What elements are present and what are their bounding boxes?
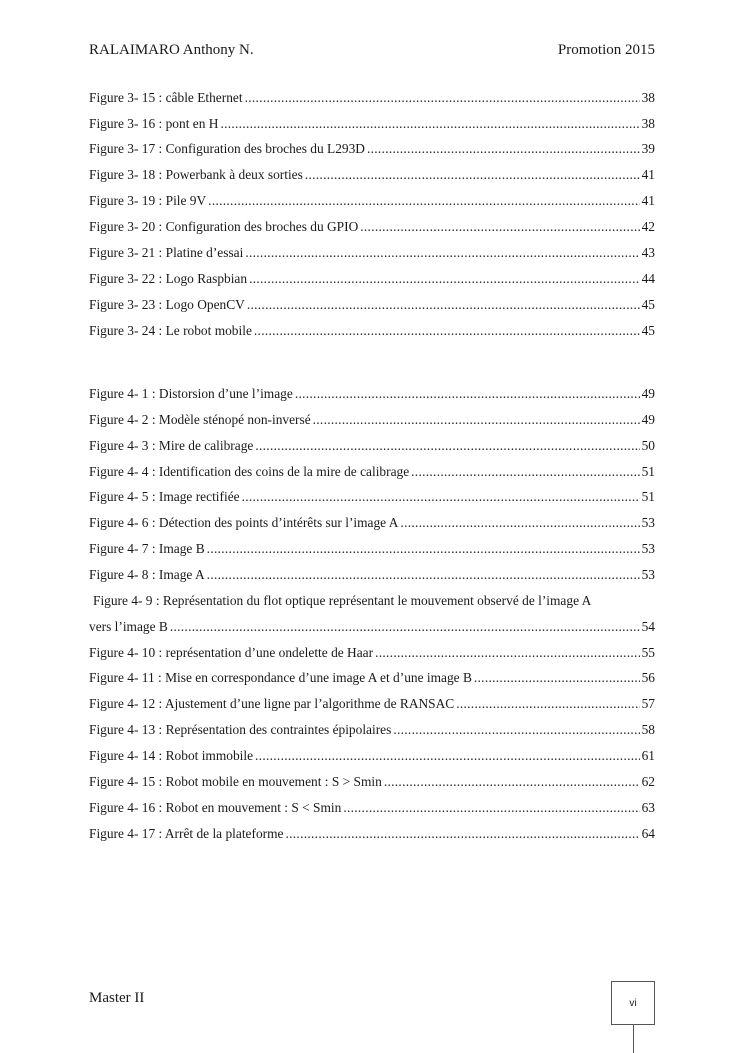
- toc-entry: [89, 410, 655, 430]
- dot-leader: [249, 269, 640, 289]
- toc-entry-page: 43: [641, 245, 655, 260]
- header-promotion: Promotion 2015: [557, 42, 655, 58]
- toc-entry: [89, 462, 655, 482]
- header-author: RALAIMARO Anthony N.: [89, 42, 254, 58]
- dot-leader: [411, 462, 639, 482]
- toc-entry-title: Figure 3- 24 : Le robot mobile: [89, 323, 252, 338]
- toc-entry: [89, 217, 655, 237]
- toc-entry-title: Figure 4- 12 : Ajustement d’une ligne par l’algorithme de RANSAC: [89, 696, 455, 711]
- page-number-box: [611, 981, 655, 1025]
- dot-leader: [245, 243, 639, 263]
- toc-entry-title: Figure 4- 3 : Mire de calibrage: [89, 438, 254, 453]
- page-header: [89, 42, 655, 64]
- toc-entry-page: 61: [641, 748, 655, 763]
- dot-leader: [207, 539, 640, 559]
- toc-entry: [89, 798, 655, 818]
- toc-entry: [89, 295, 655, 315]
- toc-entry-title: Figure 4- 17 : Arrêt de la plateforme: [89, 826, 284, 841]
- dot-leader: [285, 824, 639, 844]
- toc-entry: [89, 539, 655, 559]
- toc-entry-page: 57: [641, 696, 655, 711]
- dot-leader: [255, 746, 640, 766]
- toc-entry-title: Figure 3- 22 : Logo Raspbian: [89, 271, 248, 286]
- toc-entry-page: 38: [641, 90, 655, 105]
- dot-leader: [313, 410, 640, 430]
- toc-entry-title: Figure 4- 2 : Modèle sténopé non-inversé: [89, 412, 311, 427]
- toc-entry-title: vers l’image B: [89, 619, 168, 634]
- dot-leader: [384, 772, 640, 792]
- dot-leader: [375, 643, 640, 663]
- toc-entry-wrapped-title: Figure 4- 9 : Représentation du flot optique représentant le mouvement observé de l’image A: [93, 593, 592, 608]
- toc-entry-title: Figure 4- 13 : Représentation des contraintes épipolaires: [89, 722, 392, 737]
- toc-entry-title: Figure 3- 17 : Configuration des broches du L293D: [89, 141, 365, 156]
- dot-leader: [220, 114, 639, 134]
- toc-entry-page: 54: [641, 619, 655, 634]
- dot-leader: [207, 565, 640, 585]
- toc-entry: [89, 668, 655, 688]
- toc-entry: [89, 243, 655, 263]
- toc-entry-title: Figure 4- 8 : Image A: [89, 567, 205, 582]
- toc-entry-title: Figure 4- 6 : Détection des points d’intérêts sur l’image A: [89, 515, 399, 530]
- toc-entry: [89, 720, 655, 740]
- toc-entry-page: 55: [641, 645, 655, 660]
- toc-entry: [89, 114, 655, 134]
- dot-leader: [360, 217, 639, 237]
- toc-entry: [89, 436, 655, 456]
- footer-label: Master II: [89, 990, 145, 1006]
- toc-entry: [89, 513, 655, 533]
- toc-entry: [89, 746, 655, 766]
- toc-entry: [89, 694, 655, 714]
- toc-entry-page: 63: [641, 800, 655, 815]
- toc-entry-page: 51: [641, 464, 655, 479]
- toc-entry-page: 44: [641, 271, 655, 286]
- toc-entry-title: Figure 4- 7 : Image B: [89, 541, 205, 556]
- dot-leader: [242, 487, 640, 507]
- toc-entry: [89, 487, 655, 507]
- dot-leader: [343, 798, 639, 818]
- toc-entry: [89, 565, 655, 585]
- dot-leader: [305, 165, 640, 185]
- toc-entry-title: Figure 4- 4 : Identification des coins de la mire de calibrage: [89, 464, 410, 479]
- dot-leader: [247, 295, 640, 315]
- toc-entry-page: 51: [641, 489, 655, 504]
- dot-leader: [400, 513, 639, 533]
- toc-entry: [89, 191, 655, 211]
- toc-entry: [89, 269, 655, 289]
- dot-leader: [474, 668, 640, 688]
- toc-entry-page: 45: [641, 323, 655, 338]
- toc-entry-page: 45: [641, 297, 655, 312]
- toc-entry: [89, 772, 655, 792]
- toc-entry: [89, 321, 655, 341]
- toc-entry-title: Figure 3- 19 : Pile 9V: [89, 193, 207, 208]
- toc-entry-title: Figure 4- 1 : Distorsion d’une l’image: [89, 386, 293, 401]
- toc-entry-page: 49: [641, 412, 655, 427]
- dot-leader: [456, 694, 639, 714]
- toc-entry-page: 39: [641, 141, 655, 156]
- toc-entry-title: Figure 4- 15 : Robot mobile en mouvement : S > Smin: [89, 774, 382, 789]
- toc-entry-title: Figure 3- 23 : Logo OpenCV: [89, 297, 245, 312]
- toc-entry-page: 49: [641, 386, 655, 401]
- dot-leader: [295, 384, 640, 404]
- dot-leader: [245, 88, 640, 108]
- toc-entry: [89, 643, 655, 663]
- toc-entry-title: Figure 4- 10 : représentation d’une ondelette de Haar: [89, 645, 374, 660]
- toc-entry-title: Figure 4- 16 : Robot en mouvement : S < Smin: [89, 800, 342, 815]
- toc-entry: [89, 139, 655, 159]
- toc-entry-page: 41: [641, 193, 655, 208]
- toc-entry: [89, 88, 655, 108]
- dot-leader: [367, 139, 640, 159]
- toc-entry: [89, 384, 655, 404]
- toc-entry-page: 53: [641, 541, 655, 556]
- toc-entry-title: Figure 3- 18 : Powerbank à deux sorties: [89, 167, 303, 182]
- dot-leader: [255, 436, 639, 456]
- toc-entry: [89, 617, 655, 637]
- page-number-connector: [633, 1024, 634, 1053]
- toc-entry-page: 41: [641, 167, 655, 182]
- toc-entry: [89, 165, 655, 185]
- dot-leader: [170, 617, 640, 637]
- toc-entry-page: 64: [641, 826, 655, 841]
- dot-leader: [208, 191, 639, 211]
- toc-entry-page: 50: [641, 438, 655, 453]
- toc-entry-title: Figure 3- 16 : pont en H: [89, 116, 219, 131]
- toc-entry-page: 62: [641, 774, 655, 789]
- dot-leader: [393, 720, 639, 740]
- toc-entry-title: Figure 3- 15 : câble Ethernet: [89, 90, 243, 105]
- toc-entry-title: Figure 3- 21 : Platine d’essai: [89, 245, 244, 260]
- toc-entry-page: 58: [641, 722, 655, 737]
- toc-entry-title: Figure 4- 5 : Image rectifiée: [89, 489, 240, 504]
- dot-leader: [254, 321, 640, 341]
- toc-entry-page: 42: [641, 219, 655, 234]
- toc-entry-page: 38: [641, 116, 655, 131]
- toc-entry-page: 53: [641, 567, 655, 582]
- toc-entry: [89, 824, 655, 844]
- toc-entry-title: Figure 3- 20 : Configuration des broches du GPIO: [89, 219, 359, 234]
- toc-entry-page: 53: [641, 515, 655, 530]
- page-number: vi: [629, 997, 637, 1009]
- toc-entry-title: Figure 4- 14 : Robot immobile: [89, 748, 254, 763]
- toc-entry-title: Figure 4- 11 : Mise en correspondance d’une image A et d’une image B: [89, 670, 472, 685]
- toc-entry-page: 56: [641, 670, 655, 685]
